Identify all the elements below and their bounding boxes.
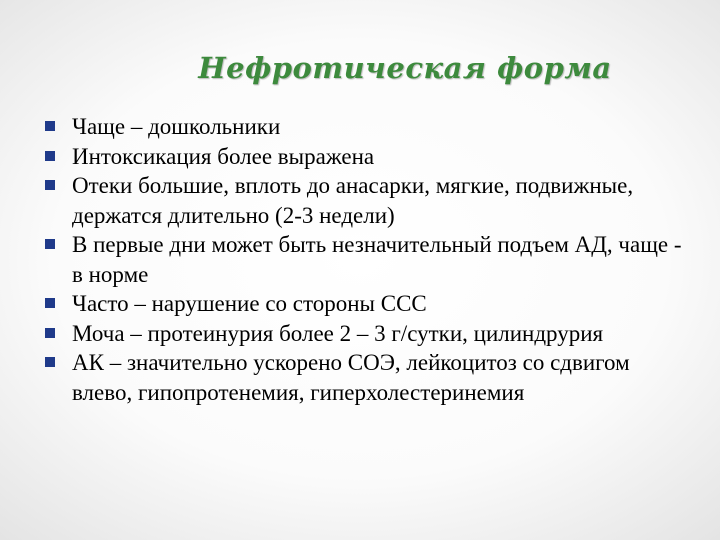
bullet-item <box>44 112 684 142</box>
bullet-text: Часто – нарушение со стороны ССС <box>72 291 427 316</box>
bullet-text: Интоксикация более выражена <box>72 143 375 169</box>
bullet-list <box>44 112 684 407</box>
bullet-item <box>44 289 684 319</box>
bullet-text: В первые дни может быть незначительный подъем АД, чаще - в норме <box>72 232 682 287</box>
bullet-item <box>44 319 684 349</box>
square-bullet-icon <box>45 328 55 338</box>
square-bullet-icon <box>45 151 55 161</box>
bullet-text: Отеки большие, вплоть до анасарки, мягкие, подвижные, держатся длительно (2-3 недели) <box>72 173 634 228</box>
bullet-item <box>44 348 684 407</box>
square-bullet-icon <box>45 298 55 308</box>
bullet-item <box>44 230 684 289</box>
square-bullet-icon <box>45 121 55 131</box>
square-bullet-icon <box>45 357 55 367</box>
bullet-text: Чаще – дошкольники <box>72 114 281 139</box>
square-bullet-icon <box>45 180 55 190</box>
bullet-text: АК – значительно ускорено СОЭ, лейкоцитоз со сдвигом влево, гипопротенемия, гиперхолестеринемия <box>72 350 630 405</box>
slide-title: Нефротическая форма <box>198 51 612 85</box>
square-bullet-icon <box>45 239 55 249</box>
bullet-item <box>44 142 684 172</box>
bullet-item <box>44 171 684 230</box>
bullet-text: Моча – протеинурия более 2 – 3 г/сутки, цилиндрурия <box>72 320 604 346</box>
